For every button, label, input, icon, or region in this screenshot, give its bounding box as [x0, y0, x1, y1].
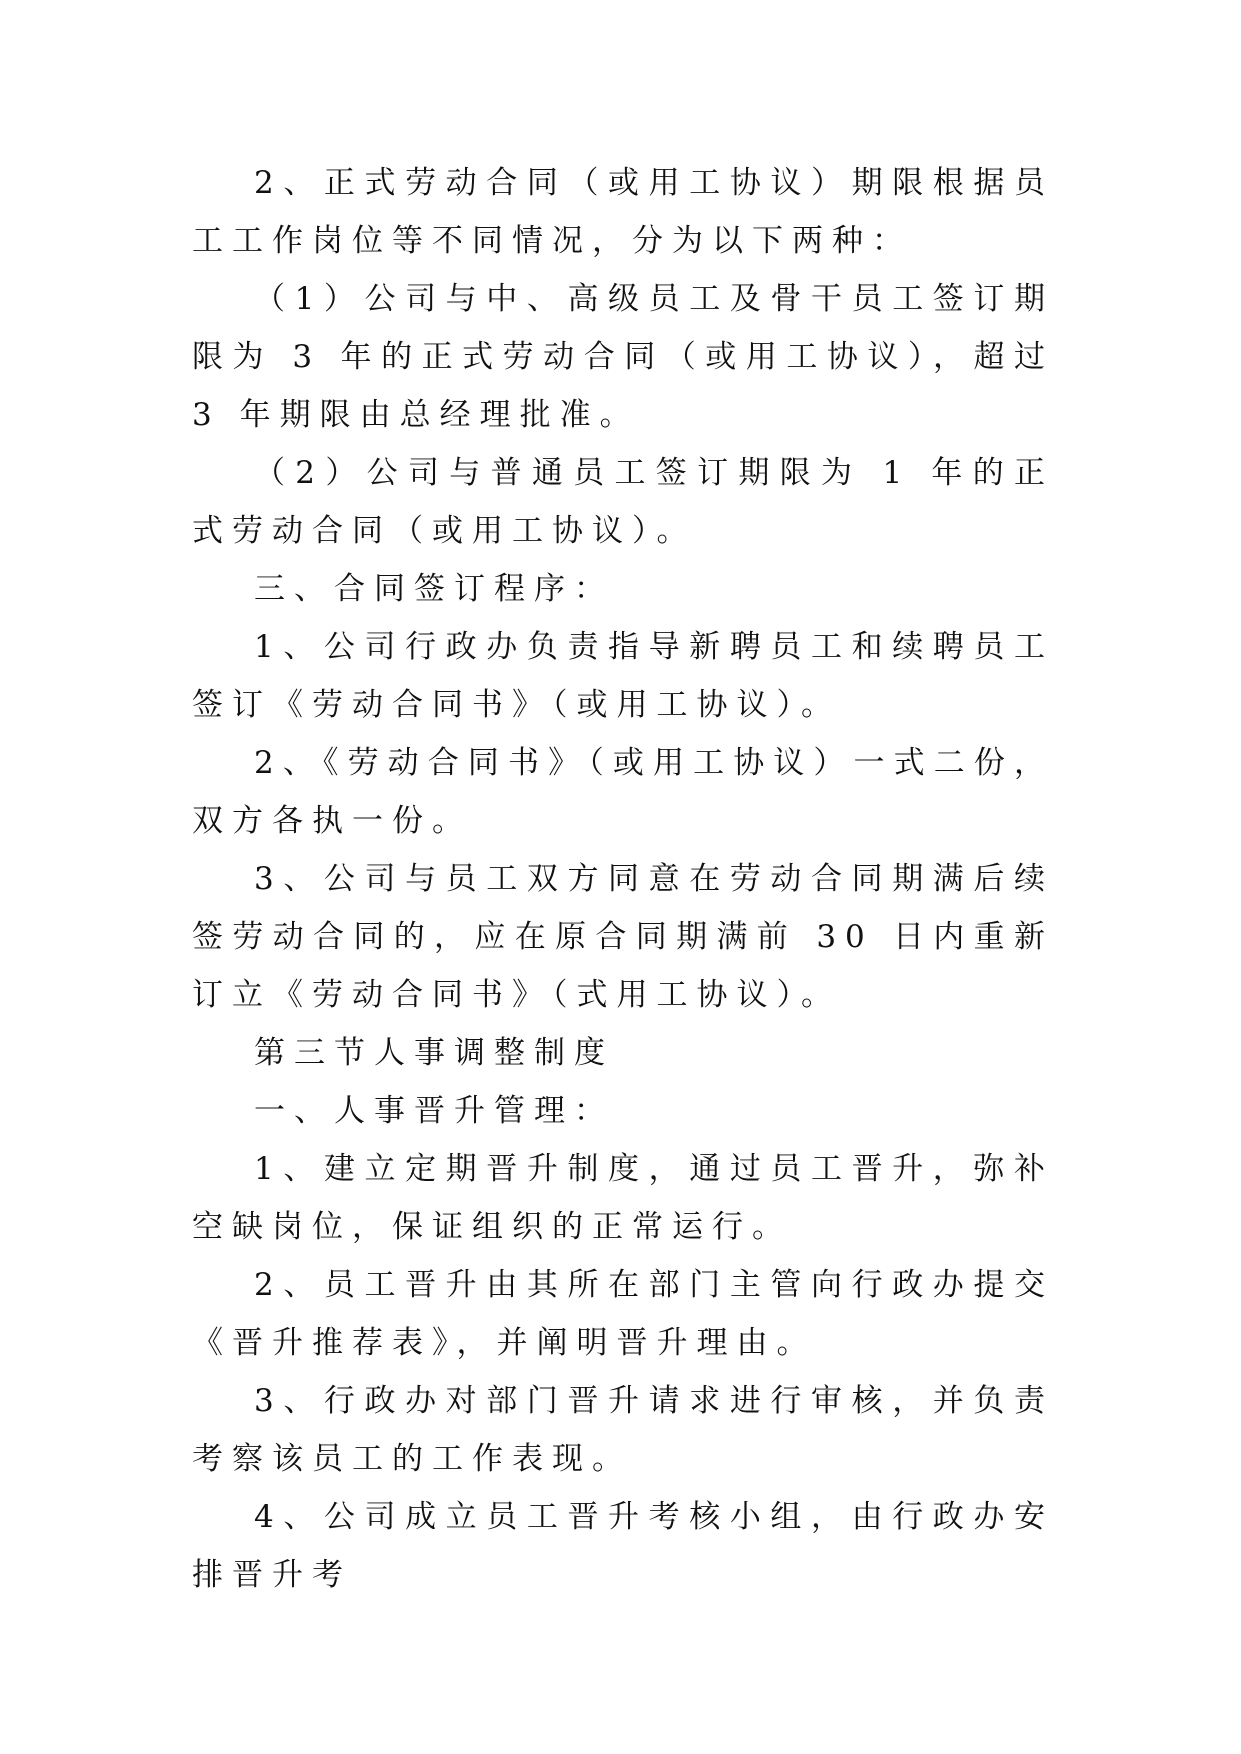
paragraph-contract-term: 2、正式劳动合同（或用工协议）期限根据员工工作岗位等不同情况，分为以下两种：: [192, 165, 1054, 259]
paragraph-term-senior: （1）公司与中、高级员工及骨干员工签订期限为 3 年的正式劳动合同（或用工协议），超过 3 年期限由总经理批准。: [192, 281, 1054, 433]
heading-section-three: 第三节人事调整制度: [254, 1035, 614, 1071]
paragraph-promotion-1: 1、建立定期晋升制度，通过员工晋升，弥补空缺岗位，保证组织的正常运行。: [192, 1151, 1054, 1245]
paragraph-promotion-2: 2、员工晋升由其所在部门主管向行政办提交《晋升推荐表》，并阐明晋升理由。: [192, 1267, 1054, 1361]
heading-signing-procedure: 三、合同签订程序：: [254, 571, 614, 607]
paragraph-term-regular: （2）公司与普通员工签订期限为 1 年的正式劳动合同（或用工协议）。: [192, 455, 1054, 549]
paragraph-procedure-1: 1、公司行政办负责指导新聘员工和续聘员工签订《劳动合同书》（或用工协议）。: [192, 629, 1054, 723]
paragraph-procedure-2: 2、《劳动合同书》（或用工协议）一式二份，双方各执一份。: [192, 745, 1054, 839]
document-body: [192, 154, 1054, 1604]
paragraph-promotion-4: 4、公司成立员工晋升考核小组，由行政办安排晋升考: [192, 1499, 1054, 1593]
paragraph-procedure-3: 3、公司与员工双方同意在劳动合同期满后续签劳动合同的，应在原合同期满前 30 日内重新订立《劳动合同书》（式用工协议）。: [192, 861, 1054, 1013]
paragraph-promotion-3: 3、行政办对部门晋升请求进行审核，并负责考察该员工的工作表现。: [192, 1383, 1054, 1477]
heading-promotion-management: 一、人事晋升管理：: [254, 1093, 614, 1129]
